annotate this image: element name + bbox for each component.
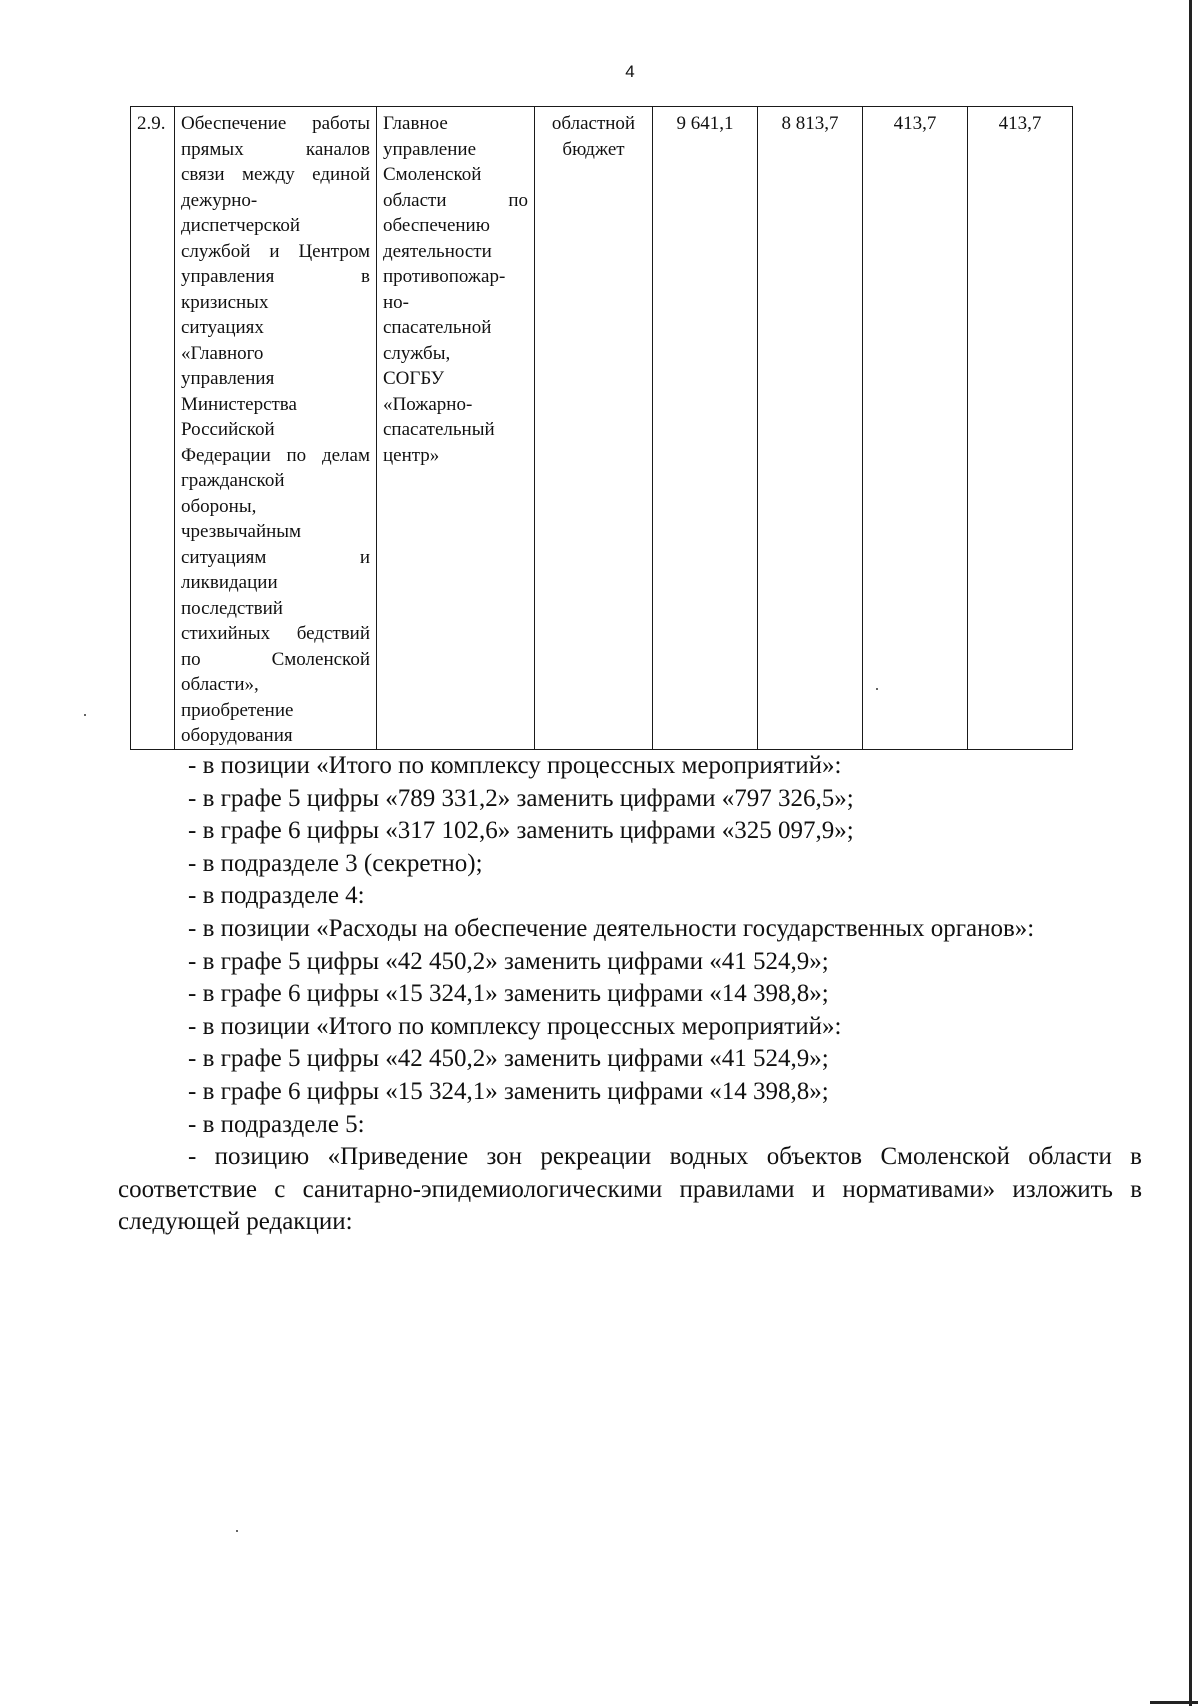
budget-table (130, 106, 1073, 750)
executor-line: Смоленской (383, 164, 482, 185)
text-item: - в позиции «Расходы на обеспечение деятельности государственных органов»: (188, 914, 1035, 942)
page-number: 4 (625, 62, 635, 81)
name-line: диспетчерской (181, 215, 301, 236)
name-line: службой и Центром (181, 240, 370, 262)
name-line: Министерства (181, 393, 297, 415)
scan-speck (876, 688, 878, 690)
name-line: области», (181, 674, 259, 695)
table-row (131, 107, 1073, 750)
executor-line: противопожар- (383, 266, 506, 287)
name-line: по Смоленской (181, 648, 370, 670)
executor-line: СОГБУ (383, 368, 445, 389)
name-line: Российской (181, 419, 275, 440)
text-item: - в подразделе 4: (188, 882, 365, 910)
text-item: - в позиции «Итого по комплексу процессных мероприятий»: (188, 752, 842, 779)
name-line: ликвидации (181, 572, 278, 593)
text-item: - в графе 5 цифры «42 450,2» заменить цифрами «41 524,9»; (188, 1045, 829, 1073)
name-line: ситуациям и (181, 546, 370, 568)
name-line: прямых каналов (181, 138, 370, 160)
name-line: обороны, (181, 495, 257, 517)
source-line: бюджет (562, 138, 625, 160)
name-line: «Главного (181, 342, 264, 364)
name-line: чрезвычайным (181, 521, 302, 542)
value-year2-cell: 413,7 (863, 107, 968, 750)
measure-name-cell (175, 107, 377, 750)
executor-line: «Пожарно- (383, 393, 473, 415)
name-line: оборудования (181, 725, 293, 746)
scan-speck (84, 714, 86, 716)
amendment-text (118, 750, 1142, 1239)
text-item: - в графе 6 цифры «317 102,6» заменить цифрами «325 097,9»; (188, 817, 854, 845)
name-line: Обеспечение работы (181, 113, 370, 134)
name-line: управления (181, 368, 275, 389)
text-item: - в подразделе 5: (188, 1110, 365, 1138)
final-paragraph: - позицию «Приведение зон рекреации водных объектов Смоленской области в соответствие с санитарно-эпидемиологическими правилами и нормативами» изложить в следующей редакции: (118, 1143, 1142, 1236)
text-item: - в графе 6 цифры «15 324,1» заменить цифрами «14 398,8»; (188, 980, 829, 1008)
executor-line: спасательной (383, 317, 492, 338)
name-line: гражданской (181, 470, 285, 491)
scan-speck (236, 1530, 238, 1532)
source-line: областной (551, 113, 636, 134)
executor-line: деятельности (383, 240, 492, 262)
value-total-cell: 9 641,1 (653, 107, 758, 750)
name-line: стихийных бедствий (181, 623, 370, 644)
funding-source-cell (535, 107, 653, 750)
executor-line: но- (383, 291, 409, 313)
text-item: - в графе 5 цифры «789 331,2» заменить цифрами «797 326,5»; (188, 784, 854, 812)
value-year3-cell: 413,7 (968, 107, 1073, 750)
name-line: управления в (181, 266, 370, 287)
name-line: ситуациях (181, 317, 264, 338)
executor-line: обеспечению (383, 215, 490, 236)
value-year1-cell: 8 813,7 (758, 107, 863, 750)
text-item: - в графе 5 цифры «42 450,2» заменить цифрами «41 524,9»; (188, 947, 829, 975)
executor-cell (377, 107, 535, 750)
executor-line: управление (383, 138, 477, 160)
scan-edge-foot (1150, 1701, 1198, 1704)
text-item: - в графе 6 цифры «15 324,1» заменить цифрами «14 398,8»; (188, 1077, 829, 1105)
row-number-cell: 2.9. (131, 107, 175, 750)
name-line: последствий (181, 597, 283, 619)
name-line: приобретение (181, 699, 294, 721)
text-item: - в позиции «Итого по комплексу процессных мероприятий»: (188, 1012, 842, 1040)
executor-line: Главное (383, 113, 448, 134)
text-item: - в подразделе 3 (секретно); (188, 849, 483, 877)
executor-line: области по (383, 189, 528, 211)
name-line: связи между единой (181, 164, 370, 185)
name-line: кризисных (181, 291, 269, 313)
executor-line: службы, (383, 342, 451, 364)
name-line: Федерации по делам (181, 444, 370, 466)
name-line: дежурно- (181, 189, 258, 211)
scan-edge-line (1189, 0, 1192, 1706)
executor-line: центр» (383, 444, 440, 466)
executor-line: спасательный (383, 419, 495, 440)
